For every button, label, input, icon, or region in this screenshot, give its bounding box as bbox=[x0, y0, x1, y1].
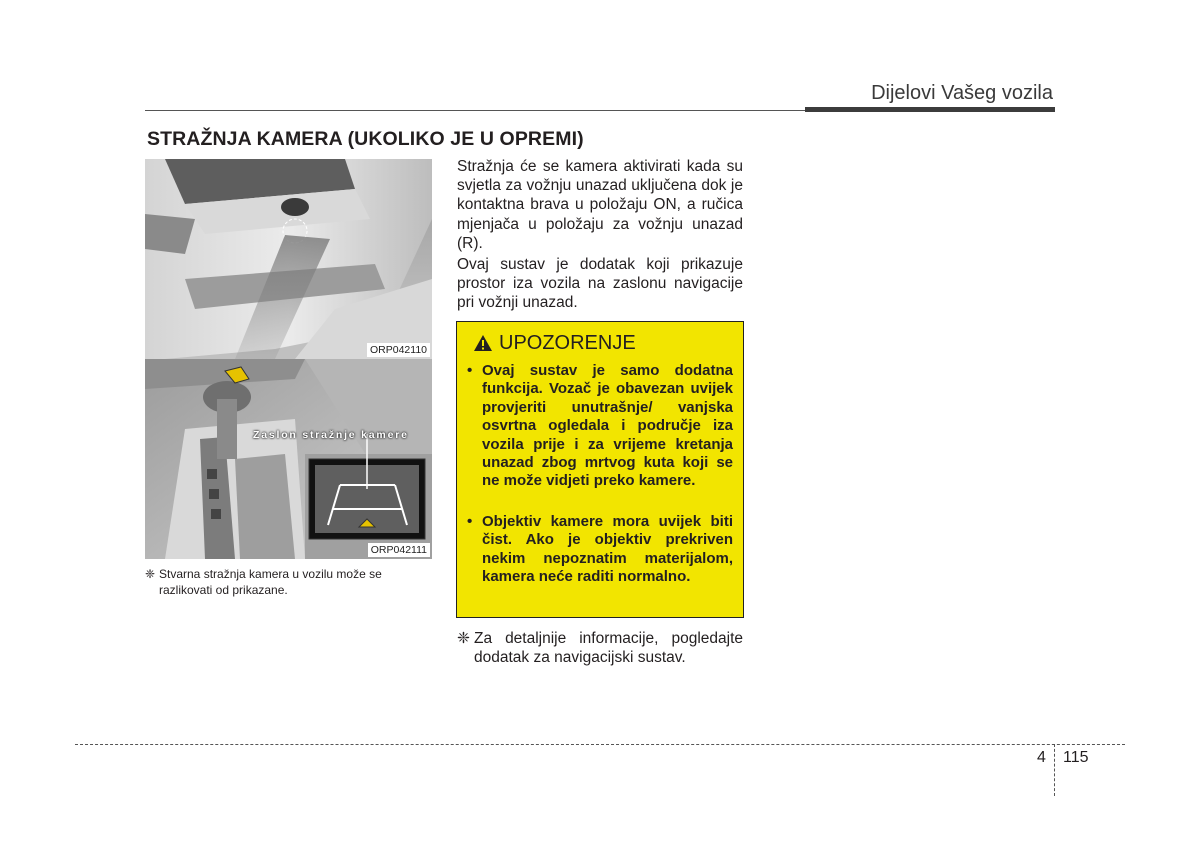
figure-code: ORP042111 bbox=[368, 543, 430, 557]
rear-camera-figure bbox=[145, 159, 432, 359]
bullet: • bbox=[467, 362, 473, 379]
warning-triangle-icon bbox=[473, 334, 493, 352]
footer-divider bbox=[1054, 744, 1055, 796]
navigation-note-text: Za detaljnije informacije, pogledajte dodatak za navigacijski sustav. bbox=[474, 630, 743, 667]
page-number: 115 bbox=[1063, 749, 1089, 766]
warning-item-text: Objektiv kamere mora uvijek biti čist. Ako je objektiv prekriven nekim nepoznatim materijalom, kamera neće raditi normalno. bbox=[482, 513, 733, 586]
note-symbol: ❈ bbox=[457, 630, 470, 647]
body-paragraph: Stražnja će se kamera aktivirati kada su svjetla za vožnju unazad uključena dok je kontaktna brava u položaju ON, a ručica mjenjača u položaju za vožnju unazad (R). bbox=[457, 158, 743, 252]
screen-label: Zaslon stražnje kamere bbox=[253, 429, 409, 441]
chapter-number: 4 bbox=[1037, 749, 1046, 766]
navigation-note bbox=[457, 629, 743, 667]
figure-note-text: Stvarna stražnja kamera u vozilu može se razlikovati od prikazane. bbox=[159, 567, 382, 597]
footer-rule bbox=[75, 744, 1125, 745]
car-rear-illustration bbox=[145, 159, 432, 359]
warning-heading bbox=[473, 332, 636, 355]
warning-heading-text: UPOZORENJE bbox=[499, 332, 636, 354]
bullet: • bbox=[467, 513, 473, 530]
warning-item-text: Ovaj sustav je samo dodatna funkcija. Vozač je obavezan uvijek provjeriti unutrašnje/ vanjska osvrtna ogledala i područje iza vozila prije i za vrijeme kretanja unazad zbog mrtvog kuta koji se ne može vidjeti preko kamere. bbox=[482, 362, 733, 490]
note-symbol: ❈ bbox=[145, 567, 156, 581]
warning-item bbox=[467, 513, 733, 587]
figure-note bbox=[145, 566, 431, 598]
figure-code: ORP042110 bbox=[367, 343, 430, 357]
header-rule-accent bbox=[805, 107, 1055, 112]
running-header: Dijelovi Vašeg vozila bbox=[871, 82, 1053, 104]
camera-screen-figure bbox=[145, 359, 432, 559]
warning-box bbox=[456, 321, 744, 618]
header-rule bbox=[145, 110, 815, 111]
warning-item bbox=[467, 362, 733, 491]
section-title: STRAŽNJA KAMERA (UKOLIKO JE U OPREMI) bbox=[147, 128, 584, 150]
body-paragraph: Ovaj sustav je dodatak koji prikazuje prostor iza vozila na zaslonu navigacije pri vožnji unazad. bbox=[457, 256, 743, 312]
gear-lever-illustration bbox=[145, 359, 432, 559]
